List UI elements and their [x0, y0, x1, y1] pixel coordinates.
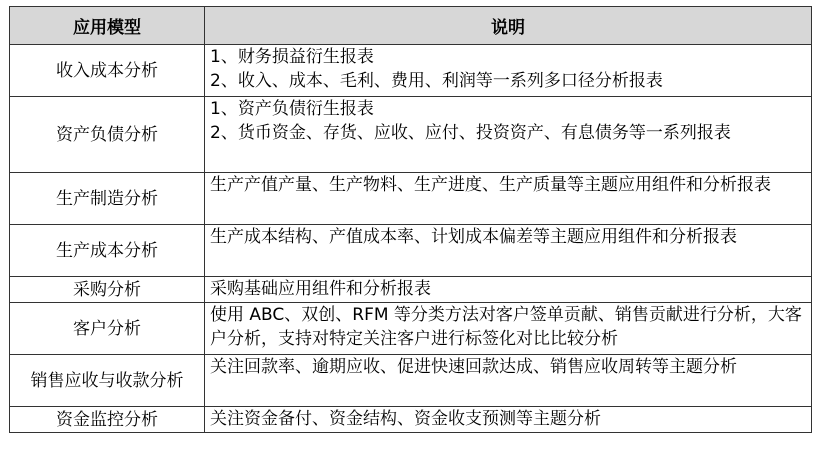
row-description: [205, 45, 812, 97]
row-description: [205, 355, 812, 407]
table-row: [10, 45, 812, 97]
description-line: 关注回款率、逾期应收、促进快速回款达成、销售应收周转等主题分析: [210, 357, 737, 377]
table-row: [10, 173, 812, 225]
row-description: [205, 407, 812, 433]
description-line: 使用 ABC、双创、RFM 等分类方法对客户签单贡献、销售贡献进行分析，大客户分析，支持对特定关注客户进行标签化对比比较分析: [210, 305, 802, 349]
row-description: [205, 277, 812, 303]
row-model-name: 客户分析: [10, 303, 205, 355]
row-description: [205, 303, 812, 355]
row-model-name: 资金监控分析: [10, 407, 205, 433]
table-row: [10, 97, 812, 173]
row-model-name: 收入成本分析: [10, 45, 205, 97]
description-line: 2、收入、成本、毛利、费用、利润等一系列多口径分析报表: [210, 71, 663, 91]
table-row: [10, 355, 812, 407]
row-model-name: 生产制造分析: [10, 173, 205, 225]
description-line: 1、资产负债衍生报表: [210, 99, 374, 119]
table-row: [10, 303, 812, 355]
table-row: [10, 277, 812, 303]
table-header-row: [10, 7, 812, 45]
row-description: [205, 225, 812, 277]
description-line: 生产成本结构、产值成本率、计划成本偏差等主题应用组件和分析报表: [210, 227, 737, 247]
header-description: 说明: [205, 7, 812, 45]
description-line: 关注资金备付、资金结构、资金收支预测等主题分析: [210, 409, 601, 429]
row-description: [205, 173, 812, 225]
description-line: 2、货币资金、存货、应收、应付、投资资产、有息债务等一系列报表: [210, 123, 731, 143]
description-line: 采购基础应用组件和分析报表: [210, 279, 431, 299]
row-model-name: 资产负债分析: [10, 97, 205, 173]
row-description: [205, 97, 812, 173]
table-row: [10, 225, 812, 277]
row-model-name: 销售应收与收款分析: [10, 355, 205, 407]
header-model: 应用模型: [10, 7, 205, 45]
table-row: [10, 407, 812, 433]
description-line: 1、财务损益衍生报表: [210, 47, 374, 67]
row-model-name: 生产成本分析: [10, 225, 205, 277]
application-model-table: [9, 6, 812, 433]
description-line: 生产产值产量、生产物料、生产进度、生产质量等主题应用组件和分析报表: [210, 175, 771, 195]
row-model-name: 采购分析: [10, 277, 205, 303]
